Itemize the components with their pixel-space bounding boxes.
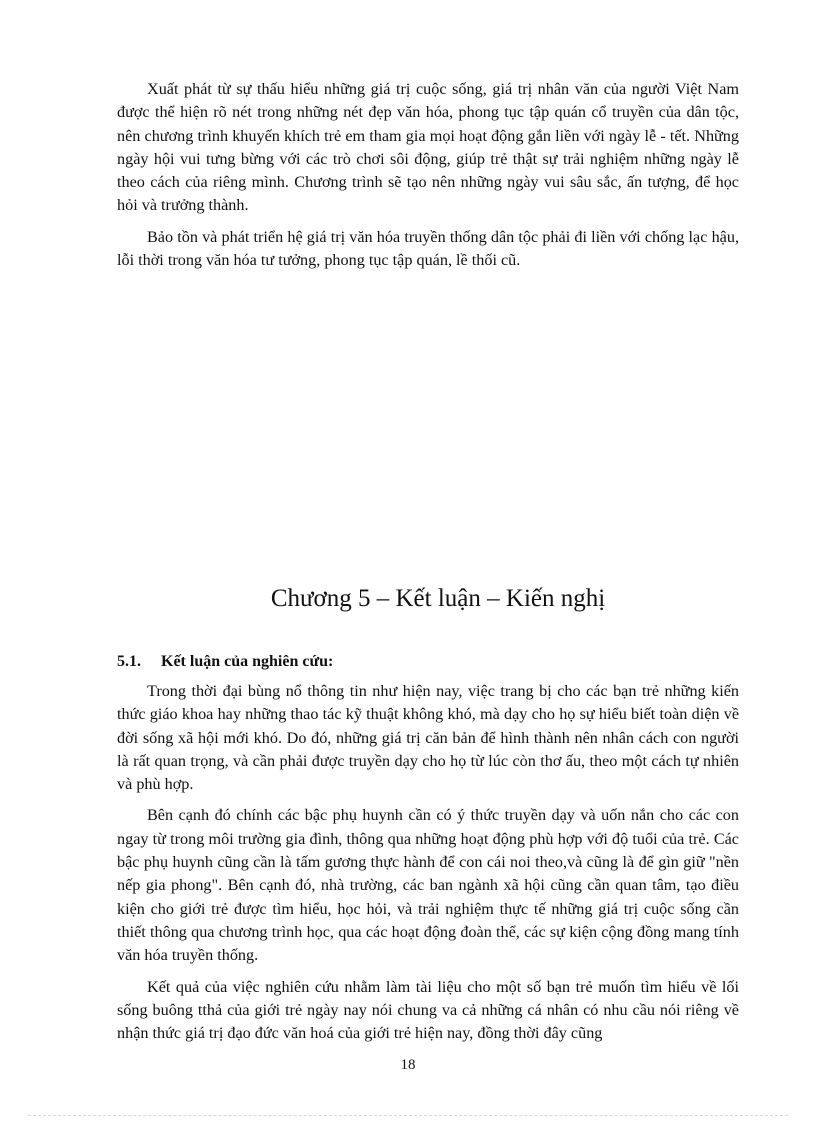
section-heading	[117, 651, 333, 673]
page-number: 18	[400, 1057, 416, 1073]
chapter-title: Chương 5 – Kết luận – Kiến nghị	[270, 585, 606, 612]
intro-text-block	[117, 78, 739, 280]
paragraph-information-era: Trong thời đại bùng nổ thông tin như hiện nay, việc trang bị cho các bạn trẻ những kiến thức giáo khoa hay những thao tác kỹ thuật không khó, mà dạy cho họ sự hiểu biết toàn diện về đời sống xã hội mới khó. Do đó, những giá trị căn bản để hình thành nên nhân cách con người là rất quan trọng, và cần phải được truyền dạy cho họ từ lúc còn thơ ấu, theo một cách tự nhiên và phù hợp.	[117, 682, 739, 794]
section-number: 5.1.	[117, 653, 141, 670]
conclusion-text-block	[117, 680, 739, 1053]
paragraph-preservation: Bảo tồn và phát triển hệ giá trị văn hóa truyền thống dân tộc phải đi liền với chống lạc hậu, lỗi thời trong văn hóa tư tưởng, phong tục tập quán, lề thối cũ.	[117, 227, 739, 270]
paragraph-cultural-values: Xuất phát từ sự thấu hiểu những giá trị cuộc sống, giá trị nhân văn của người Việt Nam được thể hiện rõ nét trong những nét đẹp văn hóa, phong tục tập quán cổ truyền của dân tộc, nên chương trình khuyến khích trẻ em tham gia mọi hoạt động gắn liền với ngày lễ - tết. Những ngày hội vui tưng bừng với các trò chơi sôi động, giúp trẻ thật sự trải nghiệm những ngày lễ theo cách của riêng mình. Chương trình sẽ tạo nên những ngày vui sâu sắc, ấn tượng, để học hỏi và trưởng thành.	[117, 80, 739, 215]
footer-divider	[28, 1115, 788, 1116]
paragraph-research-results: Kết quả của việc nghiên cứu nhằm làm tài liệu cho một số bạn trẻ muốn tìm hiểu về lối sống buông tthả của giới trẻ ngày nay nói chung va cả những cá nhân có nhu cầu nói riêng về nhận thức giá trị đạo đức văn hoá của giới trẻ hiện nay, đồng thời đây cũng	[117, 977, 739, 1043]
section-title: Kết luận của nghiên cứu:	[161, 653, 334, 670]
paragraph-parents-role: Bên cạnh đó chính các bậc phụ huynh cần có ý thức truyền dạy và uốn nắn cho các con ngay từ trong môi trường gia đình, thông qua những hoạt động phù hợp với độ tuổi của trẻ. Các bậc phụ huynh cũng cần là tấm gương thực hành để con cái noi theo,và cũng là để gìn giữ "nền nếp gia phong". Bên cạnh đó, nhà trường, các ban ngành xã hội cũng cần quan tâm, tạo điều kiện cho giới trẻ được tìm hiểu, học hỏi, và trải nghiệm thực tế những giá trị cuộc sống cần thiết thông qua chương trình học, qua các hoạt động đoàn thể, các sự kiện cộng đồng mang tính văn hóa truyền thống.	[117, 806, 739, 965]
